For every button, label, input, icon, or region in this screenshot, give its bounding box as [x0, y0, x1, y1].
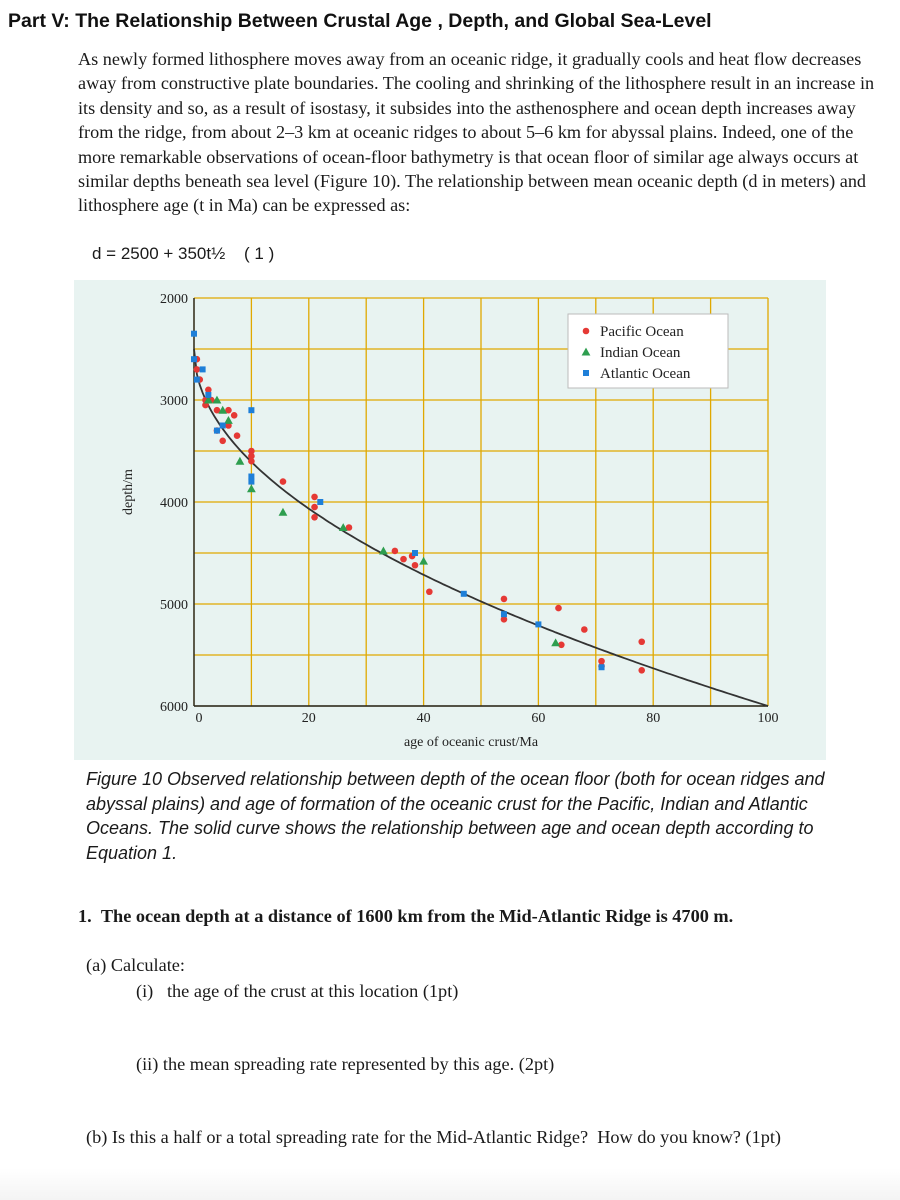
pacific-point [231, 412, 238, 419]
x-tick-label: 40 [416, 711, 431, 726]
equation-1 [92, 244, 274, 264]
page-bottom-shade [0, 1168, 900, 1200]
figure-caption: Figure 10 Observed relationship between depth of the ocean floor (both for ocean ridges and abyssal plains) and age of formation of the oceanic crust for the Pacific, Indian and Atlantic Oceans. The solid curve shows the relationship between age and ocean depth according to Equation 1. [86, 769, 825, 863]
pacific-point [501, 596, 508, 603]
question-1a: (a) Calculate: [86, 955, 185, 975]
atlantic-point [191, 331, 197, 337]
pacific-point [412, 562, 419, 569]
figure-10 [74, 280, 826, 760]
atlantic-point [501, 611, 507, 617]
pacific-point [234, 432, 241, 439]
pacific-point [555, 605, 562, 612]
atlantic-point [220, 423, 226, 429]
atlantic-point [535, 621, 541, 627]
x-tick-label: 80 [646, 711, 661, 726]
legend [568, 314, 728, 388]
question-1: 1. The ocean depth at a distance of 1600 km from the Mid-Atlantic Ridge is 4700 m. [78, 906, 734, 926]
legend-label: Indian Ocean [600, 345, 681, 361]
x-tick-label: 20 [301, 711, 316, 726]
y-tick-label: 4000 [160, 496, 188, 511]
pacific-point [638, 667, 645, 674]
indian-point [236, 457, 245, 465]
atlantic-point [191, 356, 197, 362]
question-1a-i: (i) the age of the crust at this location (1pt) [136, 981, 459, 1001]
indian-point [247, 484, 256, 492]
atlantic-point [412, 550, 418, 556]
y-axis-title: depth/m [121, 469, 136, 515]
x-axis-title: age of oceanic crust/Ma [403, 735, 539, 750]
x-tick-label: 60 [531, 711, 546, 726]
atlantic-point [194, 377, 200, 383]
y-tick-label: 5000 [160, 598, 188, 613]
intro-paragraph: As newly formed lithosphere moves away from an oceanic ridge, it gradually cools and heat flow decreases away from constructive plate boundaries. The cooling and shrinking of the lithosphere result in an increase in its density and so, as a result of isostasy, it subsides into the asthenosphere and ocean depth increases away from the ridge, from about 2–3 km at oceanic ridges to about 5–6 km for abyssal plains. Indeed, one of the more remarkable observations of ocean-floor bathymetry is that ocean floor of similar age always occurs at similar depths beneath sea level (Figure 10). The relationship between mean oceanic depth (d in meters) and lithosphere age (t in Ma) can be expressed as: [78, 49, 875, 216]
x-tick-label: 0 [195, 711, 203, 726]
pacific-point [311, 514, 318, 521]
pacific-point [581, 626, 588, 633]
legend-label: Atlantic Ocean [600, 366, 691, 382]
question-1a-ii: (ii) the mean spreading rate represented by this age. (2pt) [136, 1054, 555, 1074]
x-tick-label: 100 [757, 711, 779, 726]
pacific-point [311, 504, 318, 511]
y-tick-label: 2000 [160, 292, 188, 307]
atlantic-point [599, 664, 605, 670]
equation-number: ( 1 ) [244, 244, 275, 263]
y-tick-label: 3000 [160, 394, 188, 409]
y-tick-label: 6000 [160, 700, 188, 715]
atlantic-point [205, 392, 211, 398]
pacific-point [638, 638, 645, 645]
atlantic-point [461, 591, 467, 597]
pacific-point [426, 588, 433, 595]
indian-point [379, 547, 388, 555]
question-1b: (b) Is this a half or a total spreading rate for the Mid-Atlantic Ridge? How do you know? (1pt) [86, 1127, 782, 1147]
atlantic-point [248, 407, 254, 413]
legend-marker-square [583, 370, 589, 376]
pacific-point [400, 556, 407, 563]
indian-point [279, 508, 288, 516]
pacific-point [194, 366, 201, 373]
equation-text: d = 2500 + 350t½ [92, 244, 226, 263]
pacific-point [219, 438, 226, 445]
part-title: Part V: The Relationship Between Crustal Age , Depth, and Global Sea-Level [8, 10, 712, 32]
depth-age-chart [74, 280, 826, 760]
indian-point [419, 557, 428, 565]
atlantic-point [200, 366, 206, 372]
pacific-point [392, 548, 399, 555]
atlantic-point [317, 499, 323, 505]
legend-marker-circle [583, 328, 590, 335]
pacific-point [280, 478, 287, 485]
atlantic-point [214, 428, 220, 434]
pacific-point [311, 494, 318, 501]
atlantic-point [248, 479, 254, 485]
pacific-point [248, 458, 255, 465]
indian-point [551, 638, 560, 646]
legend-label: Pacific Ocean [600, 324, 684, 340]
